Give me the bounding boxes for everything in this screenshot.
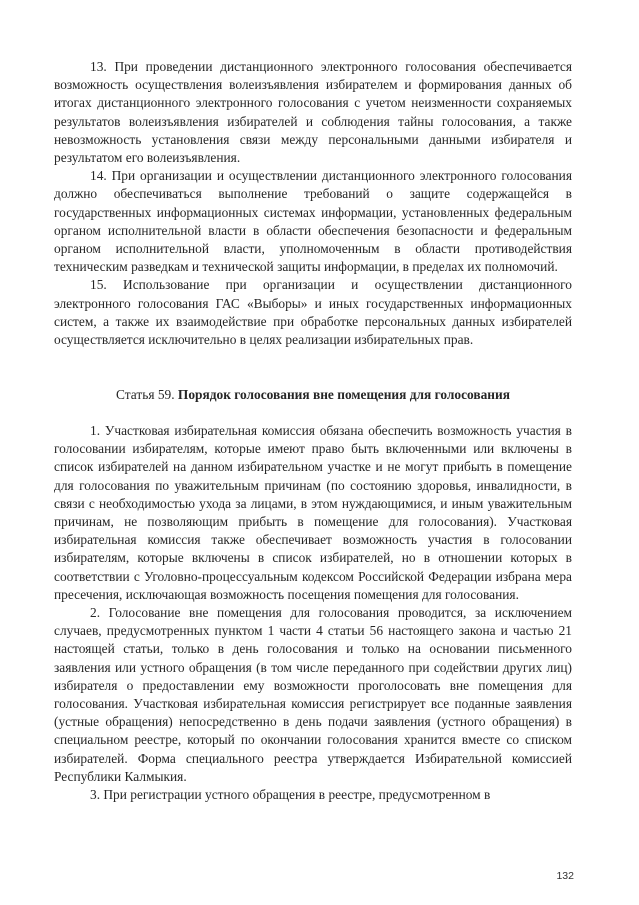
article-title: Порядок голосования вне помещения для голосования	[177, 387, 510, 402]
article-paragraph-1: 1. Участковая избирательная комиссия обязана обеспечить возможность участия в голосовании избирателям, которые имеют право быть включенными или включены в список избирателей на данном избирательном участке и не могут прибыть в помещение для голосования по уважительным причинам (по состоянию здоровья, инвалидности, в связи с необходимостью ухода за лицами, в этом нуждающимися, и иным уважительным причинам, не позволяющим прибыть в помещение для голосования). Участковая избирательная комиссия также обеспечивает возможность участия в голосовании избирателям, которые включены в список избирателей, но в отношении которых в соответствии с Уголовно-процессуальным кодексом Российской Федерации избрана мера пресечения, исключающая возможность посещения помещения для голосования.	[54, 423, 572, 602]
article-number: Статья 59.	[116, 387, 178, 402]
article-heading	[54, 386, 572, 404]
paragraph-14: 14. При организации и осуществлении дистанционного электронного голосования должно обеспечиваться выполнение требований о защите содержащейся в государственных информационных системах информации, установленных федеральным органом исполнительной власти в области обеспечения безопасности и федеральным органом исполнительной власти, уполномоченным в области противодействия техническим разведкам и технической защиты информации, в пределах их полномочий.	[54, 168, 572, 275]
paragraph-13: 13. При проведении дистанционного электронного голосования обеспечивается возможность осуществления волеизъявления избирателем и формирования данных об итогах дистанционного электронного голосования с учетом неизменности сохраняемых результатов волеизъявления избирателей и соблюдения тайны голосования, а также невозможность установления связи между персональными данными избирателя и результатом его волеизъявления.	[54, 59, 572, 166]
article-body	[54, 422, 572, 804]
page-number: 132	[556, 870, 574, 882]
article-paragraph-2: 2. Голосование вне помещения для голосования проводится, за исключением случаев, предусмотренных пунктом 1 части 4 статьи 56 настоящего закона и частью 21 настоящей статьи, только в день голосования и только на основании письменного заявления или устного обращения (в том числе переданного при содействии других лиц) избирателя о предоставлении ему возможности проголосовать вне помещения для голосования. Участковая избирательная комиссия регистрирует все поданные заявления (устные обращения) непосредственно в день подачи заявления (устного обращения) в специальном реестре, который по окончании голосования хранится вместе со списком избирателей. Форма специального реестра утверждается Избирательной комиссией Республики Калмыкия.	[54, 605, 572, 784]
article-paragraph-3: 3. При регистрации устного обращения в реестре, предусмотренном в	[90, 787, 491, 803]
paragraph-15: 15. Использование при организации и осуществлении дистанционного электронного голосования ГАС «Выборы» и иных государственных информационных систем, а также их взаимодействие при обработке персональных данных избирателей осуществляется исключительно в целях реализации избирательных прав.	[54, 277, 572, 348]
top-section	[54, 58, 572, 349]
